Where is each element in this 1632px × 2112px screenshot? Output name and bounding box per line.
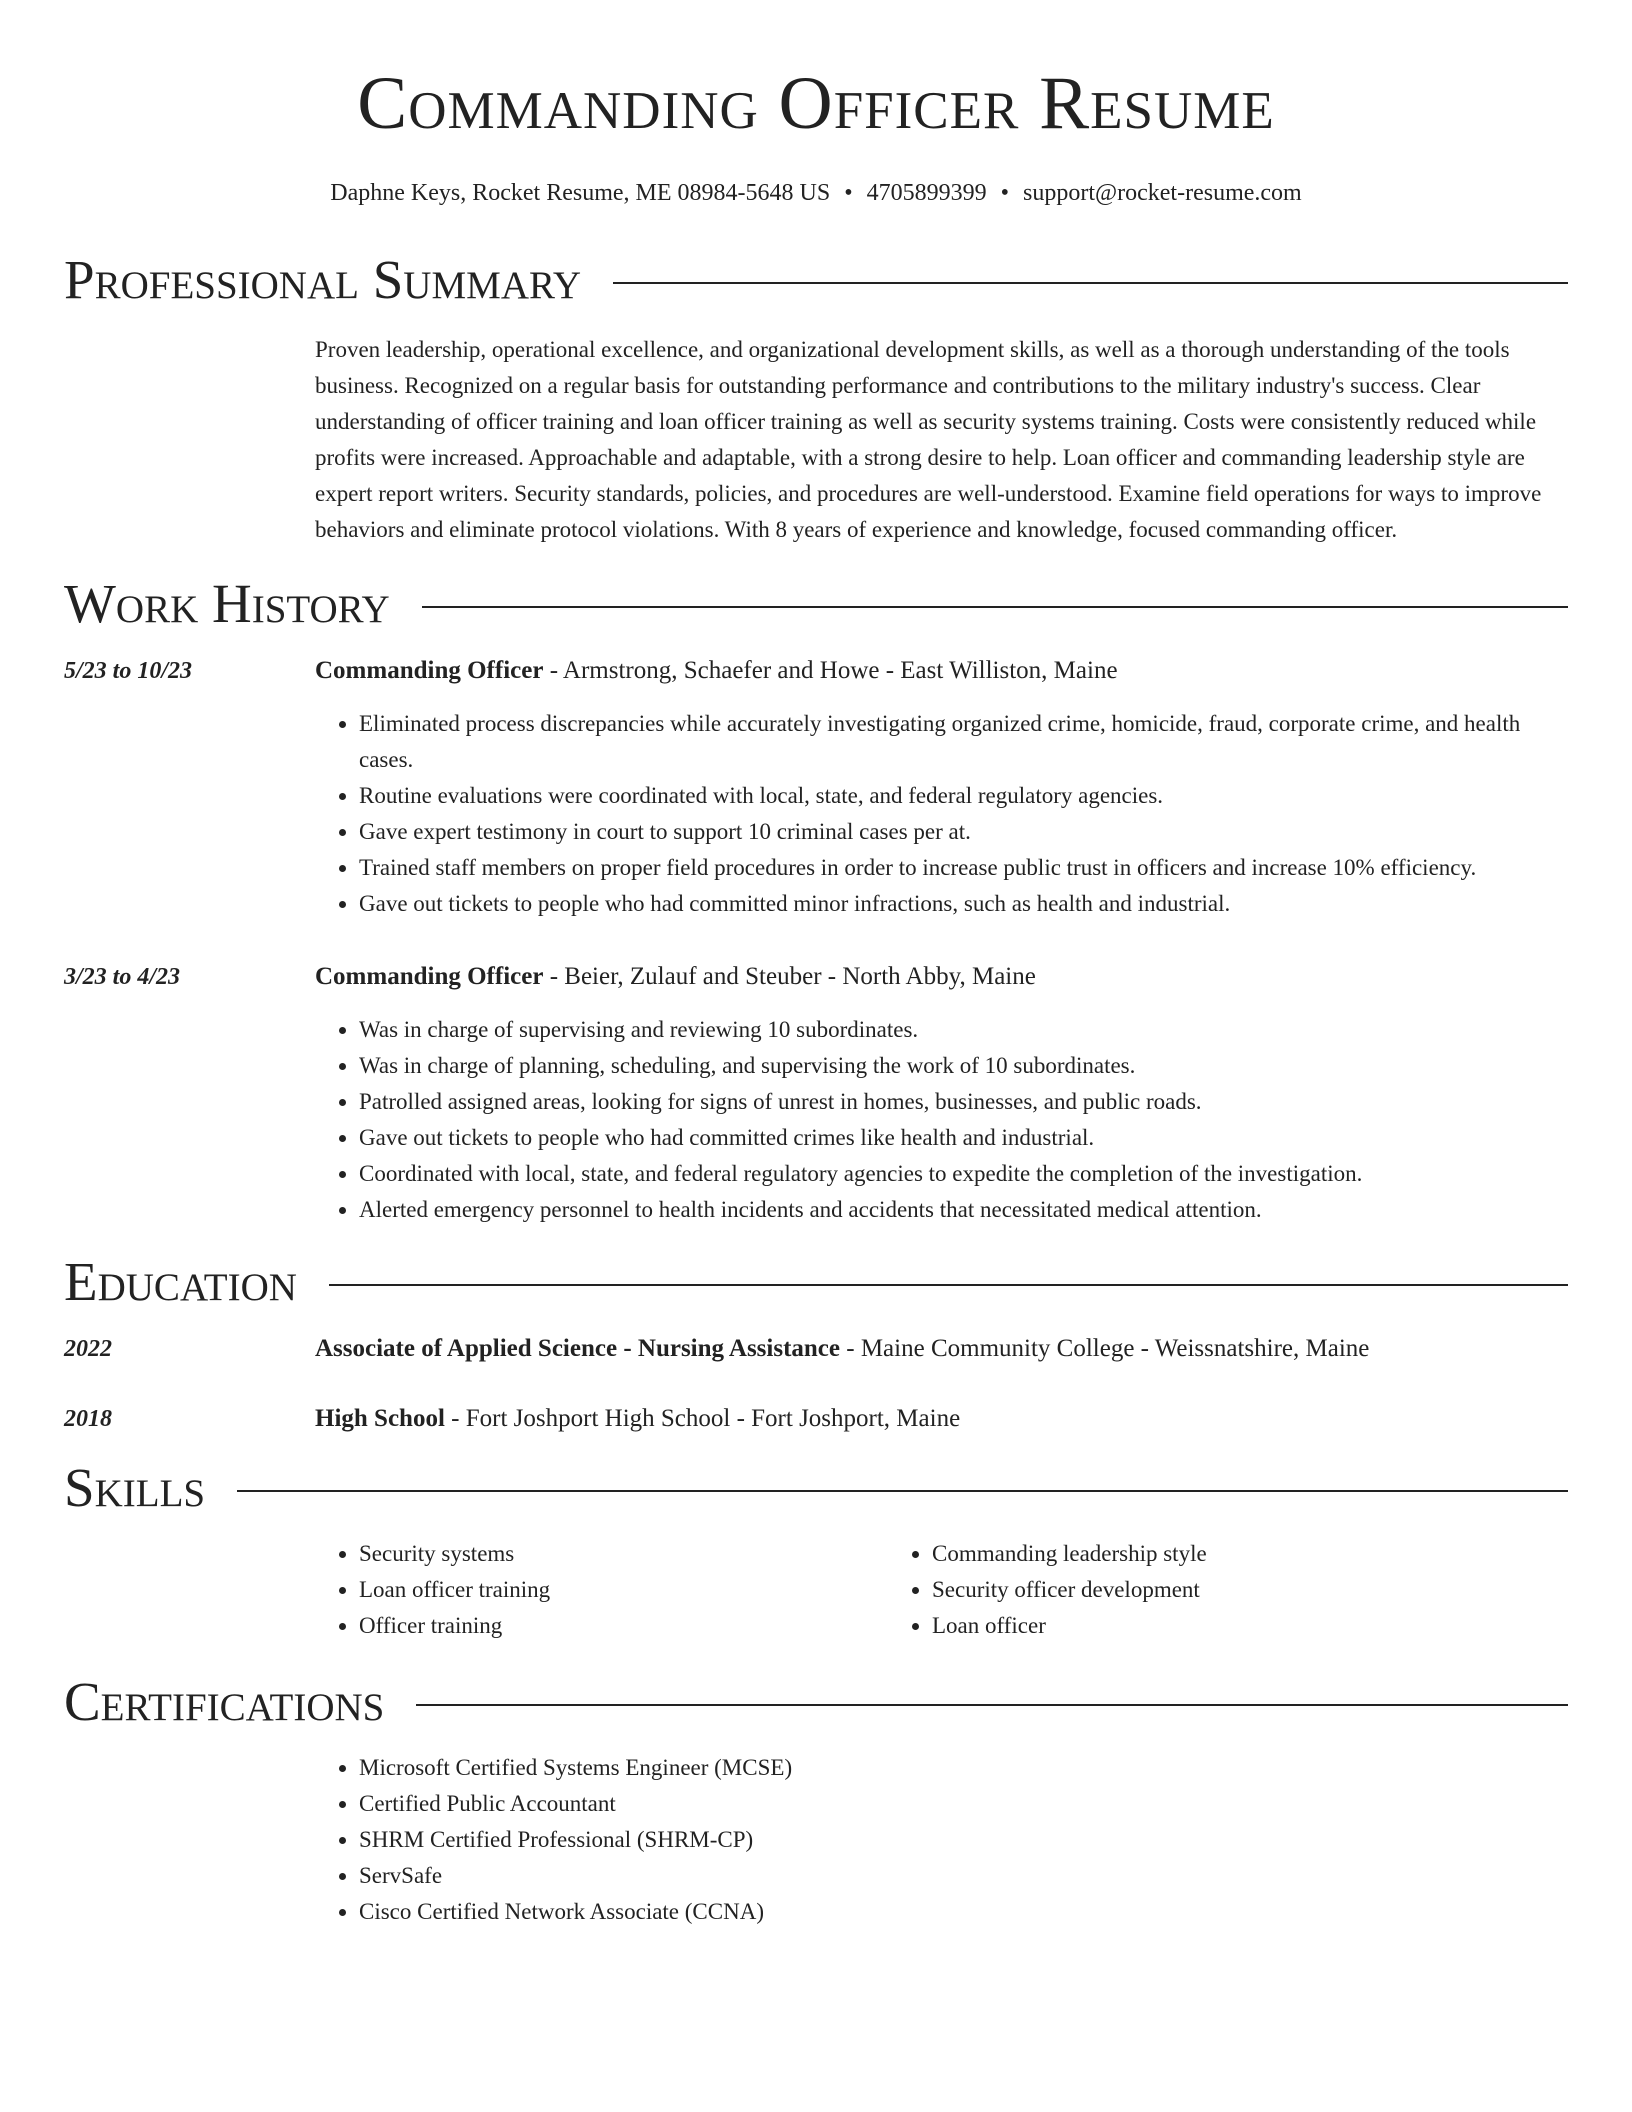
summary-text: Proven leadership, operational excellence, and organizational development skills, as well as a thorough understanding of the tools business. Recognized on a regular basis for outstanding performance and contributions to the military industry's success. Clear understanding of officer training and loan officer training as well as security systems training. Costs were consistently reduced while profits were increased. Approachable and adaptable, with a strong desire to help. Loan officer and commanding leadership style are expert report writers. Security standards, policies, and procedures are well-understood. Examine field operations for ways to improve behaviors and eliminate protocol violations. With 8 years of experience and knowledge, focused commanding officer. xyxy=(315,337,1542,542)
skills-heading: Skills xyxy=(64,1457,206,1518)
section-divider xyxy=(613,282,1568,284)
work-dates: 5/23 to 10/23 xyxy=(64,658,193,684)
work-entry xyxy=(64,654,1568,922)
education-title xyxy=(315,1332,1568,1366)
job-bullets xyxy=(315,1012,1568,1228)
contact-separator: • xyxy=(1000,180,1010,206)
contact-line xyxy=(64,178,1568,208)
work-entry xyxy=(64,960,1568,1228)
work-dates: 3/23 to 4/23 xyxy=(64,964,181,990)
education-year: 2022 xyxy=(64,1336,112,1362)
certifications-heading: Certifications xyxy=(64,1671,385,1732)
job-bullet: • Coordinated with local, state, and federal regulatory agencies to expedite the completion of the investigation. xyxy=(359,1156,1568,1192)
work-title xyxy=(315,654,1568,688)
job-bullets xyxy=(315,706,1568,922)
job-bullet: • Gave expert testimony in court to support 10 criminal cases per at. xyxy=(359,814,1568,850)
skill-item: • Commanding leadership style xyxy=(932,1536,1461,1572)
certification-item: • Microsoft Certified Systems Engineer (MCSE) xyxy=(359,1750,1568,1786)
contact-separator: • xyxy=(844,180,853,206)
education-entry-body xyxy=(315,1402,1568,1436)
job-bullet: • Patrolled assigned areas, looking for signs of unrest in homes, businesses, and public roads. xyxy=(359,1084,1568,1120)
education-entry-body xyxy=(315,1332,1568,1366)
job-role: Commanding Officer xyxy=(315,657,544,684)
work-entry-body xyxy=(315,960,1568,1228)
certification-item: • ServSafe xyxy=(359,1858,1568,1894)
resume-title: Commanding Officer Resume xyxy=(357,62,1275,145)
degree-name: Associate of Applied Science - Nursing Assistance xyxy=(315,1335,840,1362)
work-section-header xyxy=(64,574,1568,634)
contact-email: support@rocket-resume.com xyxy=(1023,180,1302,206)
education-entry xyxy=(64,1332,1568,1366)
work-entry-body xyxy=(315,654,1568,922)
skill-item: • Security systems xyxy=(359,1536,888,1572)
education-section-header xyxy=(64,1252,1568,1312)
job-bullet: • Eliminated process discrepancies while accurately investigating organized crime, homicide, fraud, corporate crime, and health cases. xyxy=(359,706,1568,778)
skill-item: • Officer training xyxy=(359,1608,888,1644)
section-divider xyxy=(416,1704,1568,1706)
summary-heading: Professional Summary xyxy=(64,249,582,310)
education-year: 2018 xyxy=(64,1406,112,1432)
work-heading: Work History xyxy=(64,573,390,634)
section-divider xyxy=(422,606,1568,608)
job-details: - Beier, Zulauf and Steuber - North Abby, Maine xyxy=(543,963,1036,990)
work-title xyxy=(315,960,1568,994)
section-divider xyxy=(237,1490,1568,1492)
job-bullet: • Trained staff members on proper field procedures in order to increase public trust in officers and increase 10% efficiency. xyxy=(359,850,1568,886)
contact-address: Daphne Keys, Rocket Resume, ME 08984-5648 US xyxy=(330,180,831,206)
skills-column-right xyxy=(888,1536,1461,1644)
education-heading: Education xyxy=(64,1251,297,1312)
section-divider xyxy=(329,1284,1568,1286)
school-details: - Maine Community College - Weissnatshire, Maine xyxy=(840,1335,1370,1362)
degree-name: High School xyxy=(315,1405,445,1432)
certification-item: • Cisco Certified Network Associate (CCNA) xyxy=(359,1894,1568,1930)
job-bullet: • Was in charge of supervising and reviewing 10 subordinates. xyxy=(359,1012,1568,1048)
certification-item: • SHRM Certified Professional (SHRM-CP) xyxy=(359,1822,1568,1858)
certifications-list xyxy=(315,1750,1568,1930)
certifications-section-header xyxy=(64,1672,1568,1732)
contact-phone: 4705899399 xyxy=(866,180,987,206)
skill-item: • Loan officer training xyxy=(359,1572,888,1608)
job-bullet: • Alerted emergency personnel to health incidents and accidents that necessitated medical attention. xyxy=(359,1192,1568,1228)
skills-list xyxy=(315,1536,1568,1644)
education-entry xyxy=(64,1402,1568,1436)
job-details: - Armstrong, Schaefer and Howe - East Williston, Maine xyxy=(543,657,1118,684)
job-role: Commanding Officer xyxy=(315,963,544,990)
certifications-items xyxy=(315,1750,1568,1930)
education-title xyxy=(315,1402,1568,1436)
job-bullet: • Routine evaluations were coordinated with local, state, and federal regulatory agencies. xyxy=(359,778,1568,814)
school-details: - Fort Joshport High School - Fort Joshport, Maine xyxy=(444,1405,961,1432)
job-bullet: • Was in charge of planning, scheduling, and supervising the work of 10 subordinates. xyxy=(359,1048,1568,1084)
skill-item: • Loan officer xyxy=(932,1608,1461,1644)
job-bullet: • Gave out tickets to people who had committed crimes like health and industrial. xyxy=(359,1120,1568,1156)
skills-column-left xyxy=(315,1536,888,1644)
job-bullet: • Gave out tickets to people who had committed minor infractions, such as health and industrial. xyxy=(359,886,1568,922)
skills-section-header xyxy=(64,1458,1568,1518)
certification-item: • Certified Public Accountant xyxy=(359,1786,1568,1822)
summary-section-header xyxy=(64,250,1568,310)
skill-item: • Security officer development xyxy=(932,1572,1461,1608)
